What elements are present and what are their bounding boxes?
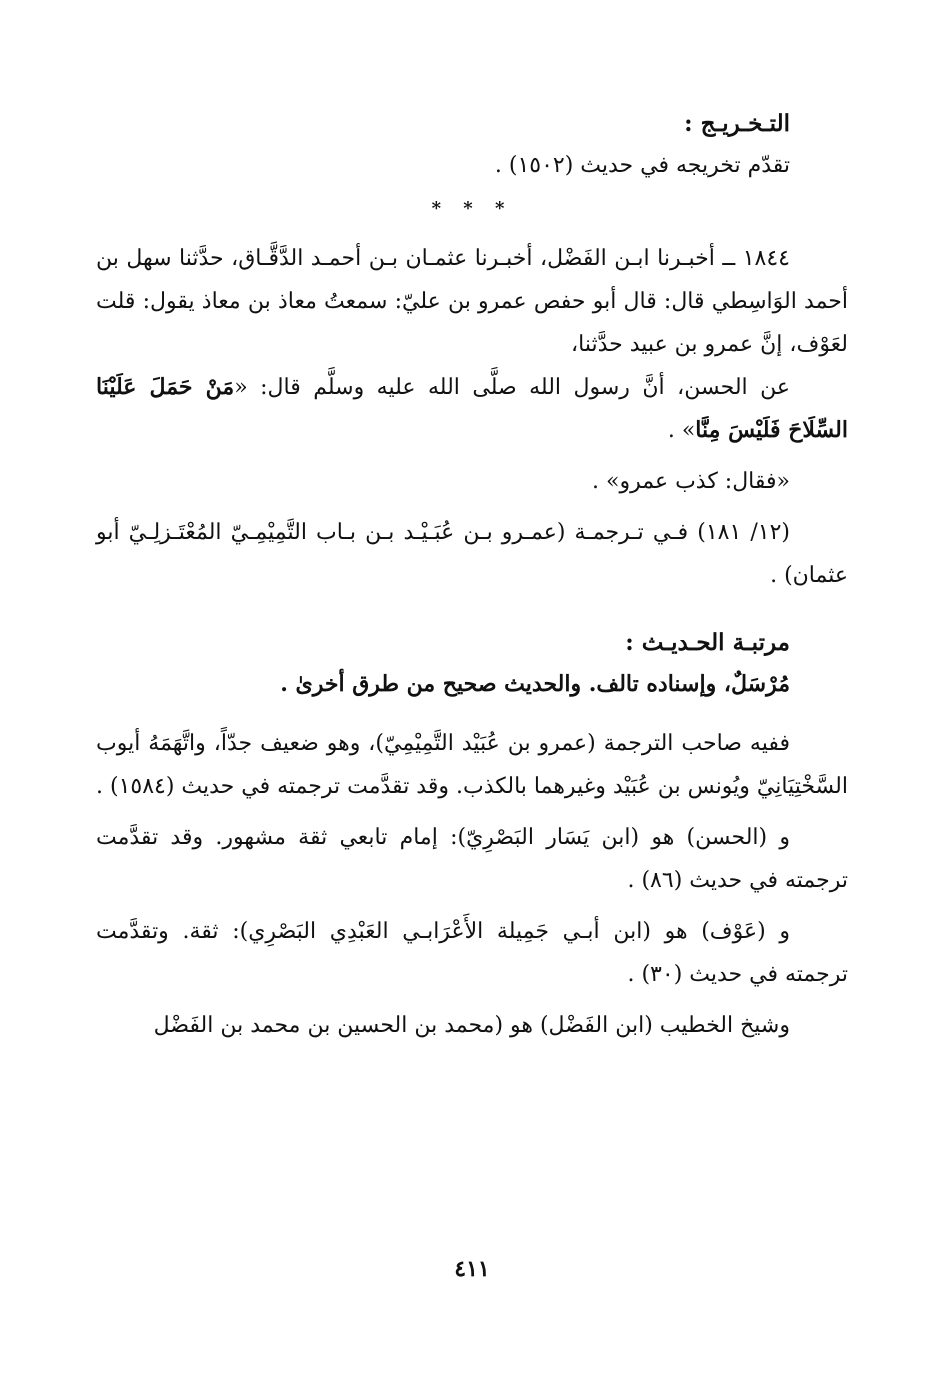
- takhrij-heading: التـخـريـج :: [684, 110, 790, 137]
- hadith-isnad: ١٨٤٤ ــ أخبـرنا ابـن الفَضْل، أخبـرنا عثمـان بـن أحمـد الدَّقَّـاق، حدَّثنا سهل بن أحمد الوَاسِطي قال: قال أبو حفص عمرو بن عليّ: سمعتُ معاذ بن معاذ يقول: قلت لعَوْف، إنَّ عمرو بن عبيد حدَّثنا،: [96, 246, 848, 357]
- page-content: [96, 104, 848, 1047]
- hadith-reference: (١٢/ ١٨١) فـي تـرجمـة (عمـرو بـن عُبَـيْـد بـن بـاب التَّمِيْمِـيّ المُعْتَـزلِـيّ أبو عثمان) .: [96, 520, 848, 588]
- hadith-matn-suffix: » .: [667, 418, 696, 443]
- hadith-matn: [96, 366, 848, 452]
- page-number: ٤١١: [454, 1256, 490, 1282]
- hadith-matn-prefix: عن الحسن، أنَّ رسول الله صلَّى الله عليه وسلَّم قال: «: [234, 375, 790, 400]
- note-paragraph: و (عَوْف) هو (ابن أبـي جَمِيلة الأَعْرَابـي العَبْدِي البَصْرِي): ثقة. وتقدَّمت ترجمته في حديث (٣٠) .: [96, 919, 848, 987]
- rank-verdict: مُرْسَلٌ، وإسناده تالف. والحديث صحيح من طرق أخرىٰ .: [280, 671, 790, 697]
- note-paragraph: و (الحسن) هو (ابن يَسَار البَصْرِيّ): إمام تابعي ثقة مشهور. وقد تقدَّمت ترجمته في حديث (٨٦) .: [96, 825, 848, 893]
- hadith-comment: «فقال: كذب عمرو» .: [592, 469, 790, 494]
- section-separator: * * *: [431, 198, 513, 219]
- note-paragraph: ففيه صاحب الترجمة (عمرو بن عُبَيْد التَّمِيْمِيّ)، وهو ضعيف جدّاً، واتَّهَمَهُ أيوب السَّخْتِيَانِيّ ويُونس بن عُبَيْد وغيرهما بالكذب. وقد تقدَّمت ترجمته في حديث (١٥٨٤) .: [95, 731, 848, 799]
- hadith-matn-quote: مَنْ حَمَلَ عَلَيْنَا السِّلَاحَ فَلَيْسَ مِنَّا: [96, 374, 848, 443]
- rank-heading: مرتبـة الحـديـث :: [625, 629, 790, 656]
- note-paragraph: وشيخ الخطيب (ابن الفَضْل) هو (محمد بن الحسين بن محمد بن الفَضْل: [153, 1013, 790, 1038]
- takhrij-text: تقدّم تخريجه في حديث (١٥٠٢) .: [494, 153, 790, 178]
